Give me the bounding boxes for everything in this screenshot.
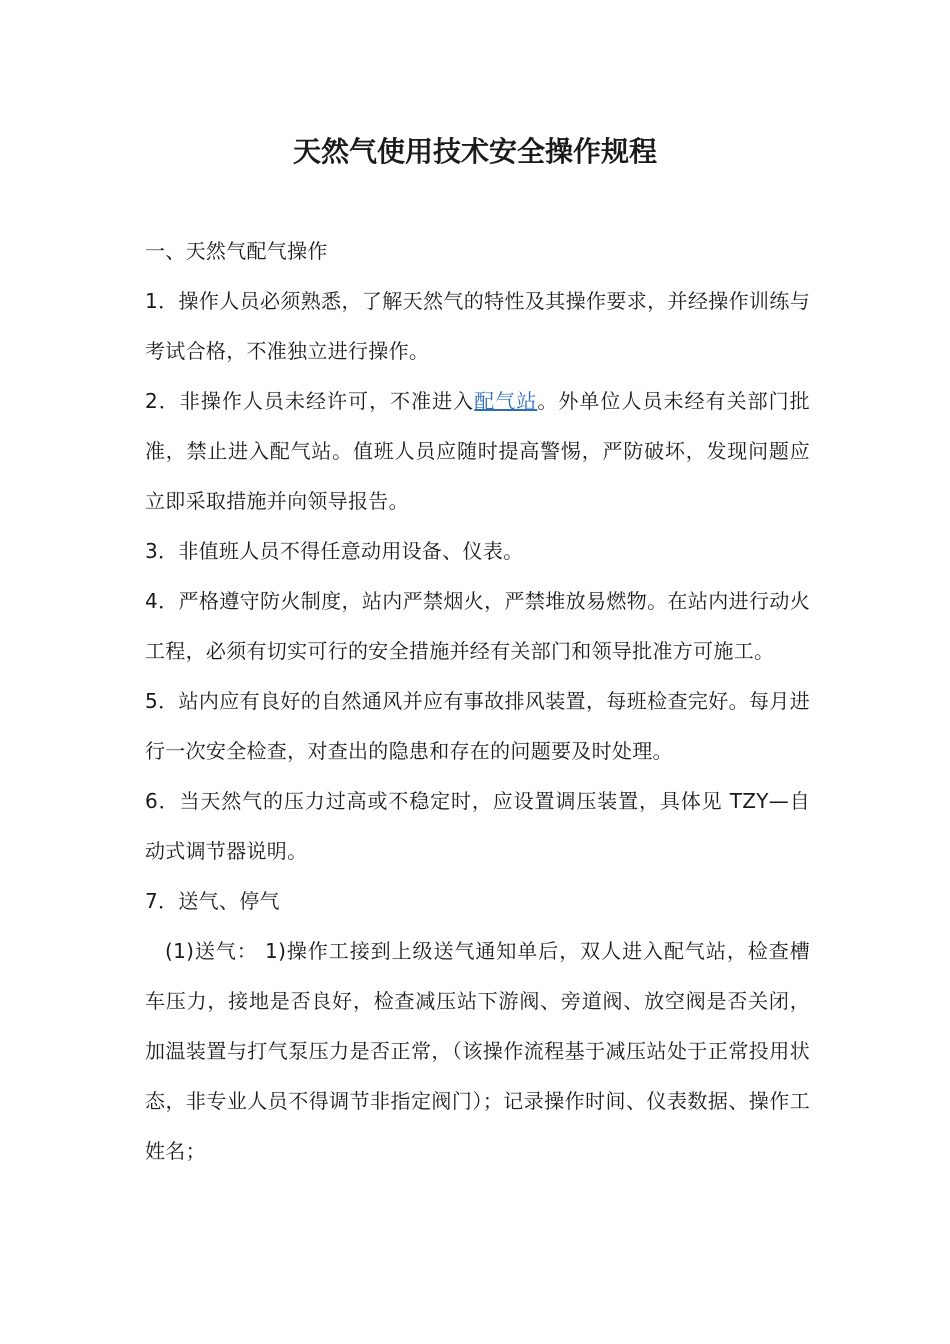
document-body <box>145 226 810 1176</box>
paragraph-2-text-end: 。外单位人员未经有关部门批准，禁止进入配气站。值班人员应随时提高警惕，严防破坏，发现问题应立即采取措施并向领导报告。 <box>145 389 810 513</box>
paragraph-4: 4．严格遵守防火制度，站内严禁烟火，严禁堆放易燃物。在站内进行动火工程，必须有切实可行的安全措施并经有关部门和领导批准方可施工。 <box>145 589 810 663</box>
paragraph-8: (1)送气： 1)操作工接到上级送气通知单后，双人进入配气站，检查槽车压力，接地是否良好，检查减压站下游阀、旁道阀、放空阀是否关闭，加温装置与打气泵压力是否正常，（该操作流程基于减压站处于正常投用状态，非专业人员不得调节非指定阀门）；记录操作时间、仪表数据、操作工姓名； <box>145 939 810 1163</box>
page-title: 天然气使用技术安全操作规程 <box>292 135 657 168</box>
paragraph-5: 5．站内应有良好的自然通风并应有事故排风装置，每班检查完好。每月进行一次安全检查，对查出的隐患和存在的问题要及时处理。 <box>145 689 810 763</box>
section-heading: 一、天然气配气操作 <box>145 239 328 263</box>
paragraph-1: 1．操作人员必须熟悉，了解天然气的特性及其操作要求，并经操作训练与考试合格，不准独立进行操作。 <box>145 289 810 363</box>
paragraph-2-text-start: 2．非操作人员未经许可，不准进入 <box>145 389 475 413</box>
paragraph-6: 6．当天然气的压力过高或不稳定时，应设置调压装置，具体见 TZY—自动式调节器说明。 <box>145 789 810 863</box>
gas-station-link[interactable]: 配气站 <box>474 389 538 413</box>
paragraph-3: 3．非值班人员不得任意动用设备、仪表。 <box>145 539 524 563</box>
paragraph-7: 7．送气、停气 <box>145 889 280 913</box>
paragraph-2 <box>145 376 810 526</box>
